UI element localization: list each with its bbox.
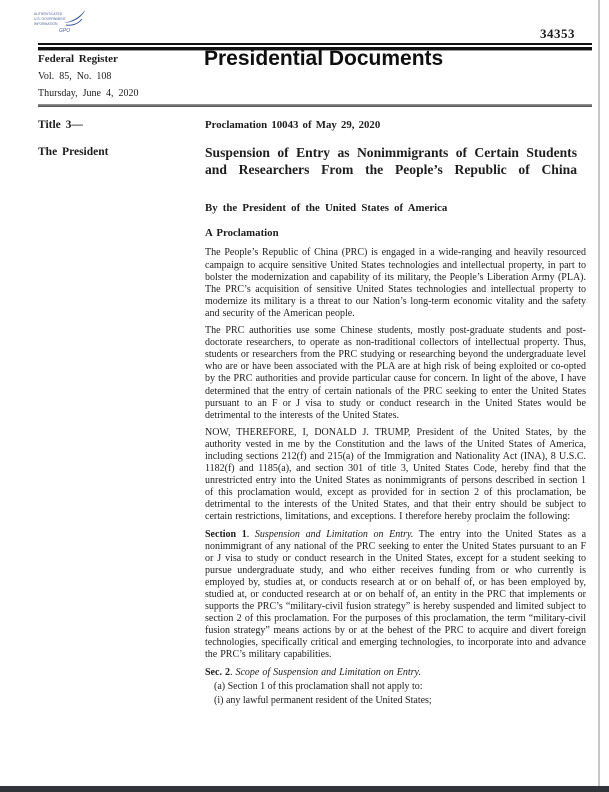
gpo-logo-text-line2: U.S. GOVERNMENT bbox=[34, 17, 66, 21]
section-1-separator: . bbox=[246, 528, 255, 540]
paragraph-2: The PRC authorities use some Chinese students, mostly post-graduate students and post-doctorate researchers, to operate as non-traditional collectors of intellectual property. Thus, students or researchers from the PRC studying or researching beyond the undergraduate level who are or have been associated with the PLA are at high risk of being exploited or co-opted by the PRC authorities and provide particular cause for concern. In light of the above, I have determined that the entry of certain nationals of the PRC seeking to enter the United States pursuant to an F or J visa to study or conduct research in the United States would be detrimental to the interests of the United States. bbox=[205, 325, 586, 421]
section-1-paragraph bbox=[205, 529, 586, 662]
byline: By the President of the United States of America bbox=[205, 202, 448, 215]
document-body-column bbox=[205, 119, 586, 709]
gpo-eagle-flourish-icon bbox=[83, 8, 87, 11]
page-number: 34353 bbox=[540, 26, 575, 41]
page-right-edge-line bbox=[598, 0, 600, 792]
masthead-separator-rule bbox=[38, 104, 592, 107]
gpo-logo-graphic bbox=[33, 8, 89, 38]
section-2-item-i: (i) any lawful permanent resident of the United States; bbox=[214, 694, 432, 706]
section-1-text: The entry into the United States as a nonimmigrant of any national of the PRC seeking to enter the United States pursuant to an F or J visa to study or conduct research in the United States, except for a student seeking to pursue undergraduate study, and who either receives funding from or who currently is employed by, studies at, or conducts research at or on behalf of, or has been employed by, studied at, or conducted research at or on behalf of, an entity in the PRC that implements or supports the PRC’s “military-civil fusion strategy” is hereby suspended and limited subject to section 2 of this proclamation. For the purposes of this proclamation, the term “military-civil fusion strategy” means actions by or at the behest of the PRC to acquire and divert foreign technologies, specifically critical and emerging technologies, to incorporate into and advance the PRC’s military capabilities. bbox=[205, 528, 587, 661]
proclamation-number-line: Proclamation 10043 of May 29, 2020 bbox=[205, 119, 381, 131]
paragraph-3: NOW, THEREFORE, I, DONALD J. TRUMP, President of the United States, by the authority vested in me by the Constitution and the laws of the United States of America, including sections 212(f) and 215(a) of the Immigration and Nationality Act (INA), 8 U.S.C. 1182(f) and 1185(a), and section 301 of title 3, United States Code, hereby find that the unrestricted entry into the United States as nonimmigrants of persons described in section 1 of this proclamation would, except as provided for in section 2 of this proclamation, be detrimental to the interests of the United States, and that their entry should be subject to certain restrictions, limitations, and exceptions. I therefore hereby proclaim the following: bbox=[205, 426, 586, 523]
section-1-italic-title: Suspension and Limitation on Entry. bbox=[254, 528, 414, 540]
page-bottom-edge bbox=[0, 786, 609, 792]
gpo-authentication-logo bbox=[33, 8, 89, 38]
sidebar-column bbox=[38, 119, 108, 158]
gpo-logo-text-gpo: GPO bbox=[59, 28, 71, 34]
masthead-date: Thursday, June 4, 2020 bbox=[38, 88, 139, 99]
document-title: Suspension of Entry as Nonimmigrants of Certain Students and Researchers From the People’s Republic of China bbox=[205, 145, 577, 177]
section-title: Presidential Documents bbox=[204, 47, 444, 70]
section-2-separator: . bbox=[229, 666, 236, 678]
paragraph-1: The People’s Republic of China (PRC) is engaged in a wide-ranging and heavily resourced campaign to acquire sensitive United States technologies and intellectual property, in part to bolster the modernization and capability of its military, the People’s Liberation Army (PLA). The PRC’s acquisition of sensitive United States technologies and intellectual property to modernize its military is a threat to our Nation’s long-term economic vitality and the safety and security of the American people. bbox=[205, 247, 586, 319]
gpo-logo-text-line1: AUTHENTICATED bbox=[34, 12, 63, 16]
a-proclamation-heading: A Proclamation bbox=[205, 227, 279, 240]
section-2-heading bbox=[205, 667, 586, 679]
section-2-label: Sec. 2 bbox=[205, 666, 230, 678]
sidebar-title-number: Title 3— bbox=[38, 119, 83, 131]
section-2-item-a: (a) Section 1 of this proclamation shall not apply to: bbox=[214, 680, 423, 692]
sidebar-title-president: The President bbox=[38, 146, 109, 158]
masthead-volume: Vol. 85, No. 108 bbox=[38, 71, 112, 82]
gpo-eagle-swoosh-icon bbox=[64, 10, 85, 23]
section-1-label: Section 1 bbox=[205, 528, 247, 540]
section-2-italic-title: Scope of Suspension and Limitation on Entry. bbox=[235, 666, 421, 678]
masthead-journal-title: Federal Register bbox=[38, 53, 118, 65]
gpo-logo-text-line3: INFORMATION bbox=[34, 22, 58, 26]
